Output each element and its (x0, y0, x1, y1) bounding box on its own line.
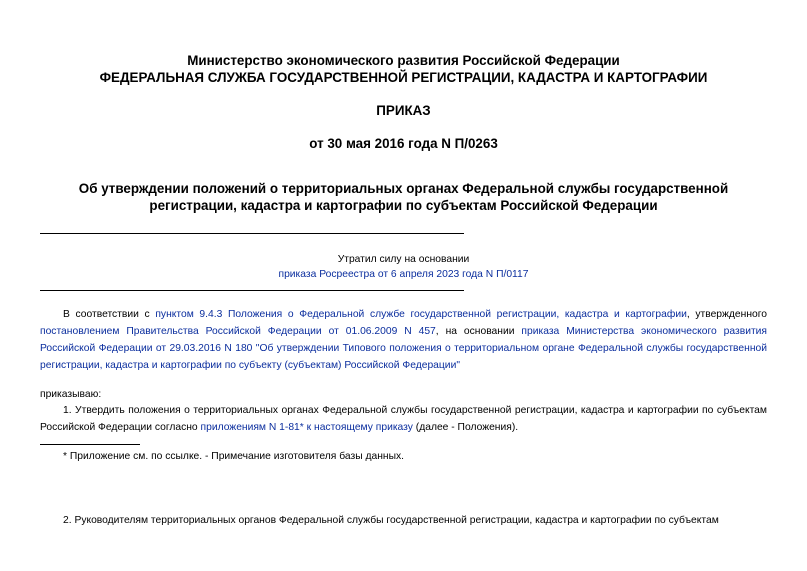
document-date-number: от 30 мая 2016 года N П/0263 (309, 136, 498, 151)
document-title-line-2: регистрации, кадастра и картографии по субъектам Российской Федерации (149, 198, 658, 213)
service-name: ФЕДЕРАЛЬНАЯ СЛУЖБА ГОСУДАРСТВЕННОЙ РЕГИСТРАЦИИ, КАДАСТРА И КАРТОГРАФИИ (99, 70, 708, 85)
order-word: приказываю: (40, 389, 102, 400)
preamble-text-3: , на основании (435, 326, 522, 337)
footnote-divider (40, 444, 140, 445)
status-divider-bottom (40, 290, 464, 291)
document-title-line-1: Об утверждении положений о территориальных органах Федеральной службы государственной (78, 181, 729, 196)
item-1-paragraph (40, 402, 767, 436)
status-note: Утратил силу на основании (337, 254, 470, 265)
appendices-link[interactable]: приложениям N 1-81* к настоящему приказу (200, 422, 413, 433)
preamble-text-2: , утвержденного (686, 309, 768, 320)
status-note-link-line (40, 268, 767, 282)
preamble-paragraph (40, 306, 767, 374)
government-decree-link[interactable]: постановлением Правительства Российской Федерации от 01.06.2009 N 457 (40, 326, 436, 337)
item-2-paragraph: 2. Руководителям территориальных органов Федеральной службы государственной регистрации, кадастра и картографии по субъектам (63, 515, 719, 526)
footnote: * Приложение см. по ссылке. - Примечание изготовителя базы данных. (63, 451, 405, 462)
item-1-text-1: 1. Утвердить положения о территориальных органах Федеральной службы государственной регистрации, кадастра и картографии по субъектам Российской Федерации согласно (40, 405, 767, 433)
item-1-text-2: (далее - Положения). (412, 422, 519, 433)
document-type: ПРИКАЗ (376, 103, 431, 118)
ministry-name: Министерство экономического развития Российской Федерации (187, 53, 620, 68)
status-divider-top (40, 233, 464, 234)
repeal-order-link[interactable]: приказа Росреестра от 6 апреля 2023 года N П/0117 (278, 269, 529, 280)
regulation-clause-link[interactable]: пунктом 9.4.3 Положения о Федеральной службе государственной регистрации, кадастра и картографии (155, 309, 687, 320)
preamble-text-1: В соответствии с (63, 309, 156, 320)
ministry-order-link[interactable]: приказа Министерства экономического развития Российской Федерации от 29.03.2016 N 180 "Об утверждении Типового положения о территориальном органе Федеральной службы государственной регистрации, кадастра и картографии по субъекту (субъектам) Российской Федерации" (40, 326, 767, 371)
